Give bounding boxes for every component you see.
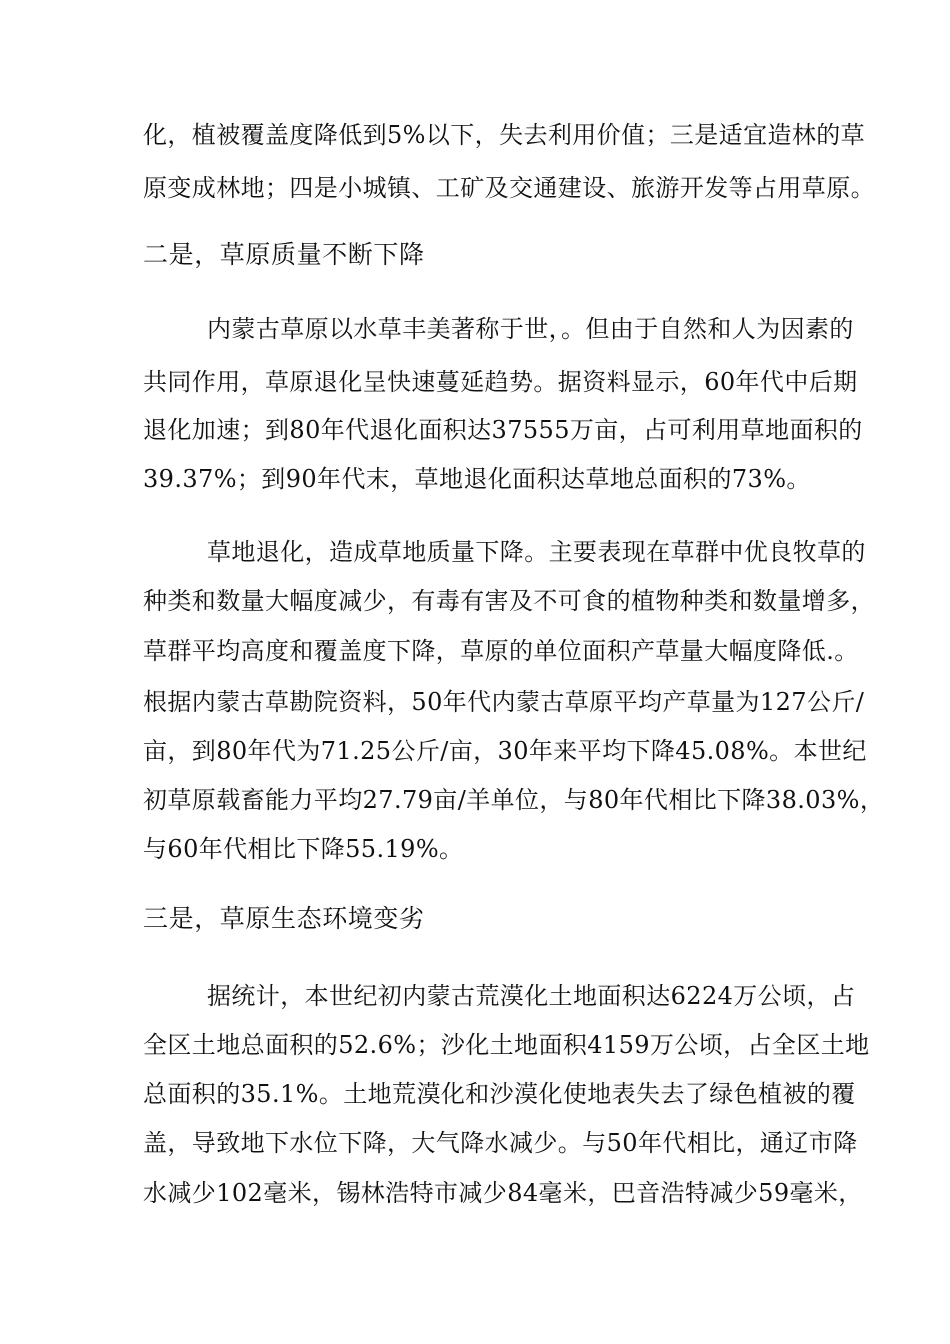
body-text-line: 共同作用，草原退化呈快速蔓延趋势。据资料显示，60年代中后期 [143, 368, 858, 396]
body-text-line: 草地退化，造成草地质量下降。主要表现在草群中优良牧草的 [207, 538, 866, 566]
section-heading-3: 三是，草原生态环境变劣 [143, 904, 425, 933]
body-text-line: 与60年代相比下降55.19%。 [143, 835, 464, 863]
body-text-line: 39.37%；到90年代末，草地退化面积达草地总面积的73%。 [143, 465, 811, 493]
body-text-line: 内蒙古草原以水草丰美著称于世，。但由于自然和人为因素的 [207, 315, 854, 343]
body-text-line: 原变成林地；四是小城镇、工矿及交通建设、旅游开发等占用草原。 [143, 174, 875, 202]
body-text-line: 全区土地总面积的52.6%；沙化土地面积4159万公顷，占全区土地 [143, 1031, 870, 1059]
body-text-line: 草群平均高度和覆盖度下降，草原的单位面积产草量大幅度降低.。 [143, 637, 859, 665]
body-text-line: 初草原载畜能力平均27.79亩/羊单位，与80年代相比下降38.03%， [143, 786, 885, 814]
body-text-line: 据统计，本世纪初内蒙古荒漠化土地面积达6224万公顷，占 [207, 982, 856, 1010]
body-text-line: 水减少102毫米，锡林浩特市减少84毫米，巴音浩特减少59毫米， [143, 1179, 863, 1207]
body-text-line: 根据内蒙古草勘院资料，50年代内蒙古草原平均产草量为127公斤/ [143, 688, 865, 716]
body-text-line: 种类和数量大幅度减少，有毒有害及不可食的植物种类和数量增多， [143, 587, 875, 615]
body-text-line: 总面积的35.1%。土地荒漠化和沙漠化使地表失去了绿色植被的覆 [143, 1080, 856, 1108]
body-text-line: 退化加速；到80年代退化面积达37555万亩，占可利用草地面积的 [143, 416, 863, 444]
section-heading-2: 二是，草原质量不断下降 [143, 240, 425, 269]
body-text-line: 亩，到80年代为71.25公斤/亩，30年来平均下降45.08%。本世纪 [143, 737, 867, 765]
body-text-line: 盖，导致地下水位下降，大气降水减少。与50年代相比，通辽市降 [143, 1129, 858, 1157]
body-text-line: 化，植被覆盖度降低到5%以下，失去利用价值；三是适宜造林的草 [143, 121, 866, 149]
